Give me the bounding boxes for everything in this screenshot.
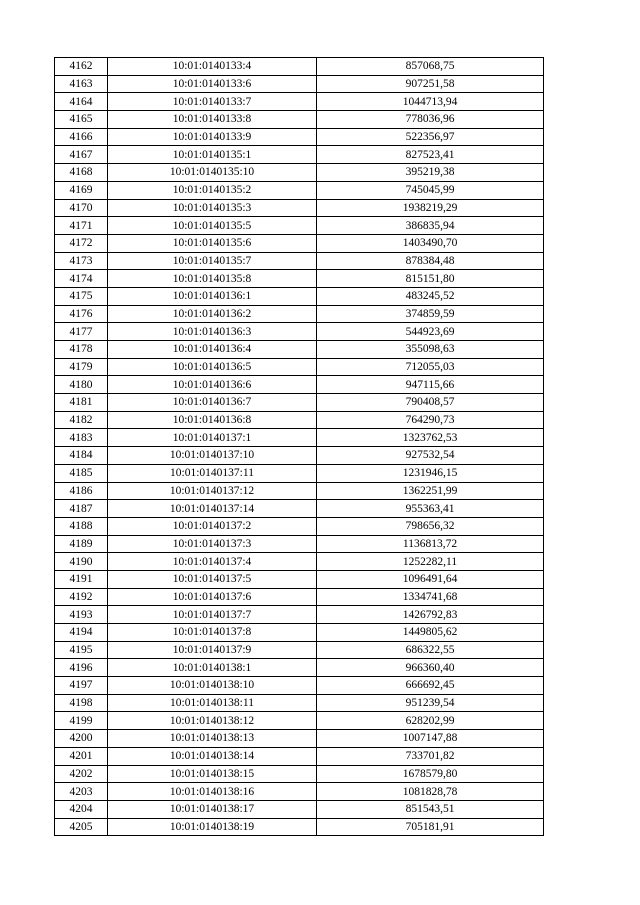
row-number-cell: 4170	[55, 199, 108, 217]
value-cell: 712055,03	[317, 358, 544, 376]
value-cell: 355098,63	[317, 341, 544, 359]
value-cell: 1323762,53	[317, 429, 544, 447]
cadastral-number-cell: 10:01:0140138:12	[108, 712, 317, 730]
row-number-cell: 4174	[55, 270, 108, 288]
cadastral-number-cell: 10:01:0140138:17	[108, 800, 317, 818]
cadastral-number-cell: 10:01:0140137:7	[108, 606, 317, 624]
value-cell: 790408,57	[317, 394, 544, 412]
table-row	[55, 429, 544, 447]
table-row	[55, 164, 544, 182]
table-row	[55, 747, 544, 765]
table-row	[55, 659, 544, 677]
value-cell: 628202,99	[317, 712, 544, 730]
cadastral-number-cell: 10:01:0140138:10	[108, 677, 317, 695]
row-number-cell: 4205	[55, 818, 108, 836]
table-row	[55, 146, 544, 164]
row-number-cell: 4204	[55, 800, 108, 818]
table-row	[55, 712, 544, 730]
cadastral-number-cell: 10:01:0140136:3	[108, 323, 317, 341]
cadastral-number-cell: 10:01:0140136:2	[108, 305, 317, 323]
value-cell: 1362251,99	[317, 482, 544, 500]
cadastral-number-cell: 10:01:0140136:8	[108, 411, 317, 429]
cadastral-number-cell: 10:01:0140138:14	[108, 747, 317, 765]
value-cell: 1231946,15	[317, 464, 544, 482]
table-row	[55, 270, 544, 288]
cadastral-number-cell: 10:01:0140135:2	[108, 181, 317, 199]
row-number-cell: 4165	[55, 111, 108, 129]
table-row	[55, 234, 544, 252]
table-row	[55, 394, 544, 412]
row-number-cell: 4196	[55, 659, 108, 677]
table-row	[55, 730, 544, 748]
row-number-cell: 4203	[55, 783, 108, 801]
data-table	[54, 57, 544, 836]
cadastral-number-cell: 10:01:0140136:1	[108, 287, 317, 305]
value-cell: 1426792,83	[317, 606, 544, 624]
value-cell: 1403490,70	[317, 234, 544, 252]
table-row	[55, 287, 544, 305]
row-number-cell: 4198	[55, 694, 108, 712]
table-row	[55, 765, 544, 783]
table-row	[55, 447, 544, 465]
cadastral-number-cell: 10:01:0140136:7	[108, 394, 317, 412]
row-number-cell: 4177	[55, 323, 108, 341]
value-cell: 955363,41	[317, 500, 544, 518]
table-row	[55, 606, 544, 624]
cadastral-number-cell: 10:01:0140133:9	[108, 128, 317, 146]
table-row	[55, 411, 544, 429]
value-cell: 522356,97	[317, 128, 544, 146]
value-cell: 907251,58	[317, 75, 544, 93]
cadastral-number-cell: 10:01:0140137:12	[108, 482, 317, 500]
value-cell: 483245,52	[317, 287, 544, 305]
value-cell: 1252282,11	[317, 553, 544, 571]
cadastral-number-cell: 10:01:0140135:10	[108, 164, 317, 182]
value-cell: 1096491,64	[317, 570, 544, 588]
cadastral-number-cell: 10:01:0140133:6	[108, 75, 317, 93]
cadastral-number-cell: 10:01:0140137:8	[108, 624, 317, 642]
table-row	[55, 75, 544, 93]
table-row	[55, 800, 544, 818]
row-number-cell: 4166	[55, 128, 108, 146]
table-row	[55, 181, 544, 199]
row-number-cell: 4176	[55, 305, 108, 323]
cadastral-number-cell: 10:01:0140137:10	[108, 447, 317, 465]
row-number-cell: 4184	[55, 447, 108, 465]
row-number-cell: 4195	[55, 641, 108, 659]
row-number-cell: 4164	[55, 93, 108, 111]
cadastral-number-cell: 10:01:0140137:2	[108, 517, 317, 535]
cadastral-number-cell: 10:01:0140137:3	[108, 535, 317, 553]
cadastral-number-cell: 10:01:0140135:8	[108, 270, 317, 288]
cadastral-number-cell: 10:01:0140135:5	[108, 217, 317, 235]
row-number-cell: 4192	[55, 588, 108, 606]
table-row	[55, 358, 544, 376]
cadastral-number-cell: 10:01:0140138:1	[108, 659, 317, 677]
row-number-cell: 4197	[55, 677, 108, 695]
row-number-cell: 4190	[55, 553, 108, 571]
table-row	[55, 818, 544, 836]
table-row	[55, 677, 544, 695]
value-cell: 745045,99	[317, 181, 544, 199]
row-number-cell: 4182	[55, 411, 108, 429]
cadastral-number-cell: 10:01:0140137:6	[108, 588, 317, 606]
row-number-cell: 4191	[55, 570, 108, 588]
value-cell: 1938219,29	[317, 199, 544, 217]
value-cell: 374859,59	[317, 305, 544, 323]
row-number-cell: 4202	[55, 765, 108, 783]
row-number-cell: 4178	[55, 341, 108, 359]
row-number-cell: 4189	[55, 535, 108, 553]
row-number-cell: 4167	[55, 146, 108, 164]
cadastral-number-cell: 10:01:0140137:1	[108, 429, 317, 447]
value-cell: 851543,51	[317, 800, 544, 818]
value-cell: 947115,66	[317, 376, 544, 394]
cadastral-number-cell: 10:01:0140137:5	[108, 570, 317, 588]
table-row	[55, 341, 544, 359]
cadastral-number-cell: 10:01:0140133:4	[108, 58, 317, 76]
cadastral-number-cell: 10:01:0140136:6	[108, 376, 317, 394]
row-number-cell: 4173	[55, 252, 108, 270]
value-cell: 1081828,78	[317, 783, 544, 801]
value-cell: 1007147,88	[317, 730, 544, 748]
value-cell: 857068,75	[317, 58, 544, 76]
row-number-cell: 4188	[55, 517, 108, 535]
table-row	[55, 93, 544, 111]
value-cell: 951239,54	[317, 694, 544, 712]
value-cell: 966360,40	[317, 659, 544, 677]
value-cell: 778036,96	[317, 111, 544, 129]
value-cell: 544923,69	[317, 323, 544, 341]
cadastral-number-cell: 10:01:0140135:3	[108, 199, 317, 217]
table-row	[55, 500, 544, 518]
table-row	[55, 482, 544, 500]
table-row	[55, 376, 544, 394]
table-row	[55, 58, 544, 76]
value-cell: 1044713,94	[317, 93, 544, 111]
table-row	[55, 128, 544, 146]
table-row	[55, 553, 544, 571]
row-number-cell: 4180	[55, 376, 108, 394]
value-cell: 733701,82	[317, 747, 544, 765]
row-number-cell: 4179	[55, 358, 108, 376]
cadastral-number-cell: 10:01:0140138:19	[108, 818, 317, 836]
row-number-cell: 4162	[55, 58, 108, 76]
row-number-cell: 4186	[55, 482, 108, 500]
value-cell: 927532,54	[317, 447, 544, 465]
table-row	[55, 199, 544, 217]
value-cell: 878384,48	[317, 252, 544, 270]
value-cell: 1449805,62	[317, 624, 544, 642]
row-number-cell: 4181	[55, 394, 108, 412]
row-number-cell: 4194	[55, 624, 108, 642]
table-row	[55, 252, 544, 270]
row-number-cell: 4169	[55, 181, 108, 199]
table-row	[55, 464, 544, 482]
table-row	[55, 588, 544, 606]
row-number-cell: 4200	[55, 730, 108, 748]
cadastral-number-cell: 10:01:0140138:16	[108, 783, 317, 801]
row-number-cell: 4168	[55, 164, 108, 182]
row-number-cell: 4201	[55, 747, 108, 765]
value-cell: 1678579,80	[317, 765, 544, 783]
table-row	[55, 694, 544, 712]
row-number-cell: 4183	[55, 429, 108, 447]
row-number-cell: 4199	[55, 712, 108, 730]
table-row	[55, 217, 544, 235]
table-row	[55, 624, 544, 642]
value-cell: 686322,55	[317, 641, 544, 659]
value-cell: 395219,38	[317, 164, 544, 182]
cadastral-number-cell: 10:01:0140136:4	[108, 341, 317, 359]
cadastral-number-cell: 10:01:0140138:11	[108, 694, 317, 712]
table-row	[55, 111, 544, 129]
cadastral-number-cell: 10:01:0140135:7	[108, 252, 317, 270]
row-number-cell: 4163	[55, 75, 108, 93]
table-row	[55, 783, 544, 801]
value-cell: 798656,32	[317, 517, 544, 535]
cadastral-number-cell: 10:01:0140136:5	[108, 358, 317, 376]
row-number-cell: 4193	[55, 606, 108, 624]
table-row	[55, 535, 544, 553]
cadastral-number-cell: 10:01:0140135:1	[108, 146, 317, 164]
value-cell: 386835,94	[317, 217, 544, 235]
row-number-cell: 4171	[55, 217, 108, 235]
table-body	[55, 58, 544, 836]
table-row	[55, 570, 544, 588]
row-number-cell: 4172	[55, 234, 108, 252]
row-number-cell: 4185	[55, 464, 108, 482]
cadastral-number-cell: 10:01:0140137:11	[108, 464, 317, 482]
value-cell: 1136813,72	[317, 535, 544, 553]
row-number-cell: 4187	[55, 500, 108, 518]
value-cell: 666692,45	[317, 677, 544, 695]
cadastral-number-cell: 10:01:0140138:15	[108, 765, 317, 783]
value-cell: 815151,80	[317, 270, 544, 288]
cadastral-number-cell: 10:01:0140138:13	[108, 730, 317, 748]
table-row	[55, 323, 544, 341]
value-cell: 764290,73	[317, 411, 544, 429]
row-number-cell: 4175	[55, 287, 108, 305]
value-cell: 1334741,68	[317, 588, 544, 606]
cadastral-number-cell: 10:01:0140137:9	[108, 641, 317, 659]
cadastral-number-cell: 10:01:0140137:4	[108, 553, 317, 571]
table-row	[55, 517, 544, 535]
cadastral-number-cell: 10:01:0140137:14	[108, 500, 317, 518]
table-row	[55, 305, 544, 323]
cadastral-number-cell: 10:01:0140133:8	[108, 111, 317, 129]
table-row	[55, 641, 544, 659]
value-cell: 705181,91	[317, 818, 544, 836]
cadastral-number-cell: 10:01:0140133:7	[108, 93, 317, 111]
value-cell: 827523,41	[317, 146, 544, 164]
cadastral-number-cell: 10:01:0140135:6	[108, 234, 317, 252]
